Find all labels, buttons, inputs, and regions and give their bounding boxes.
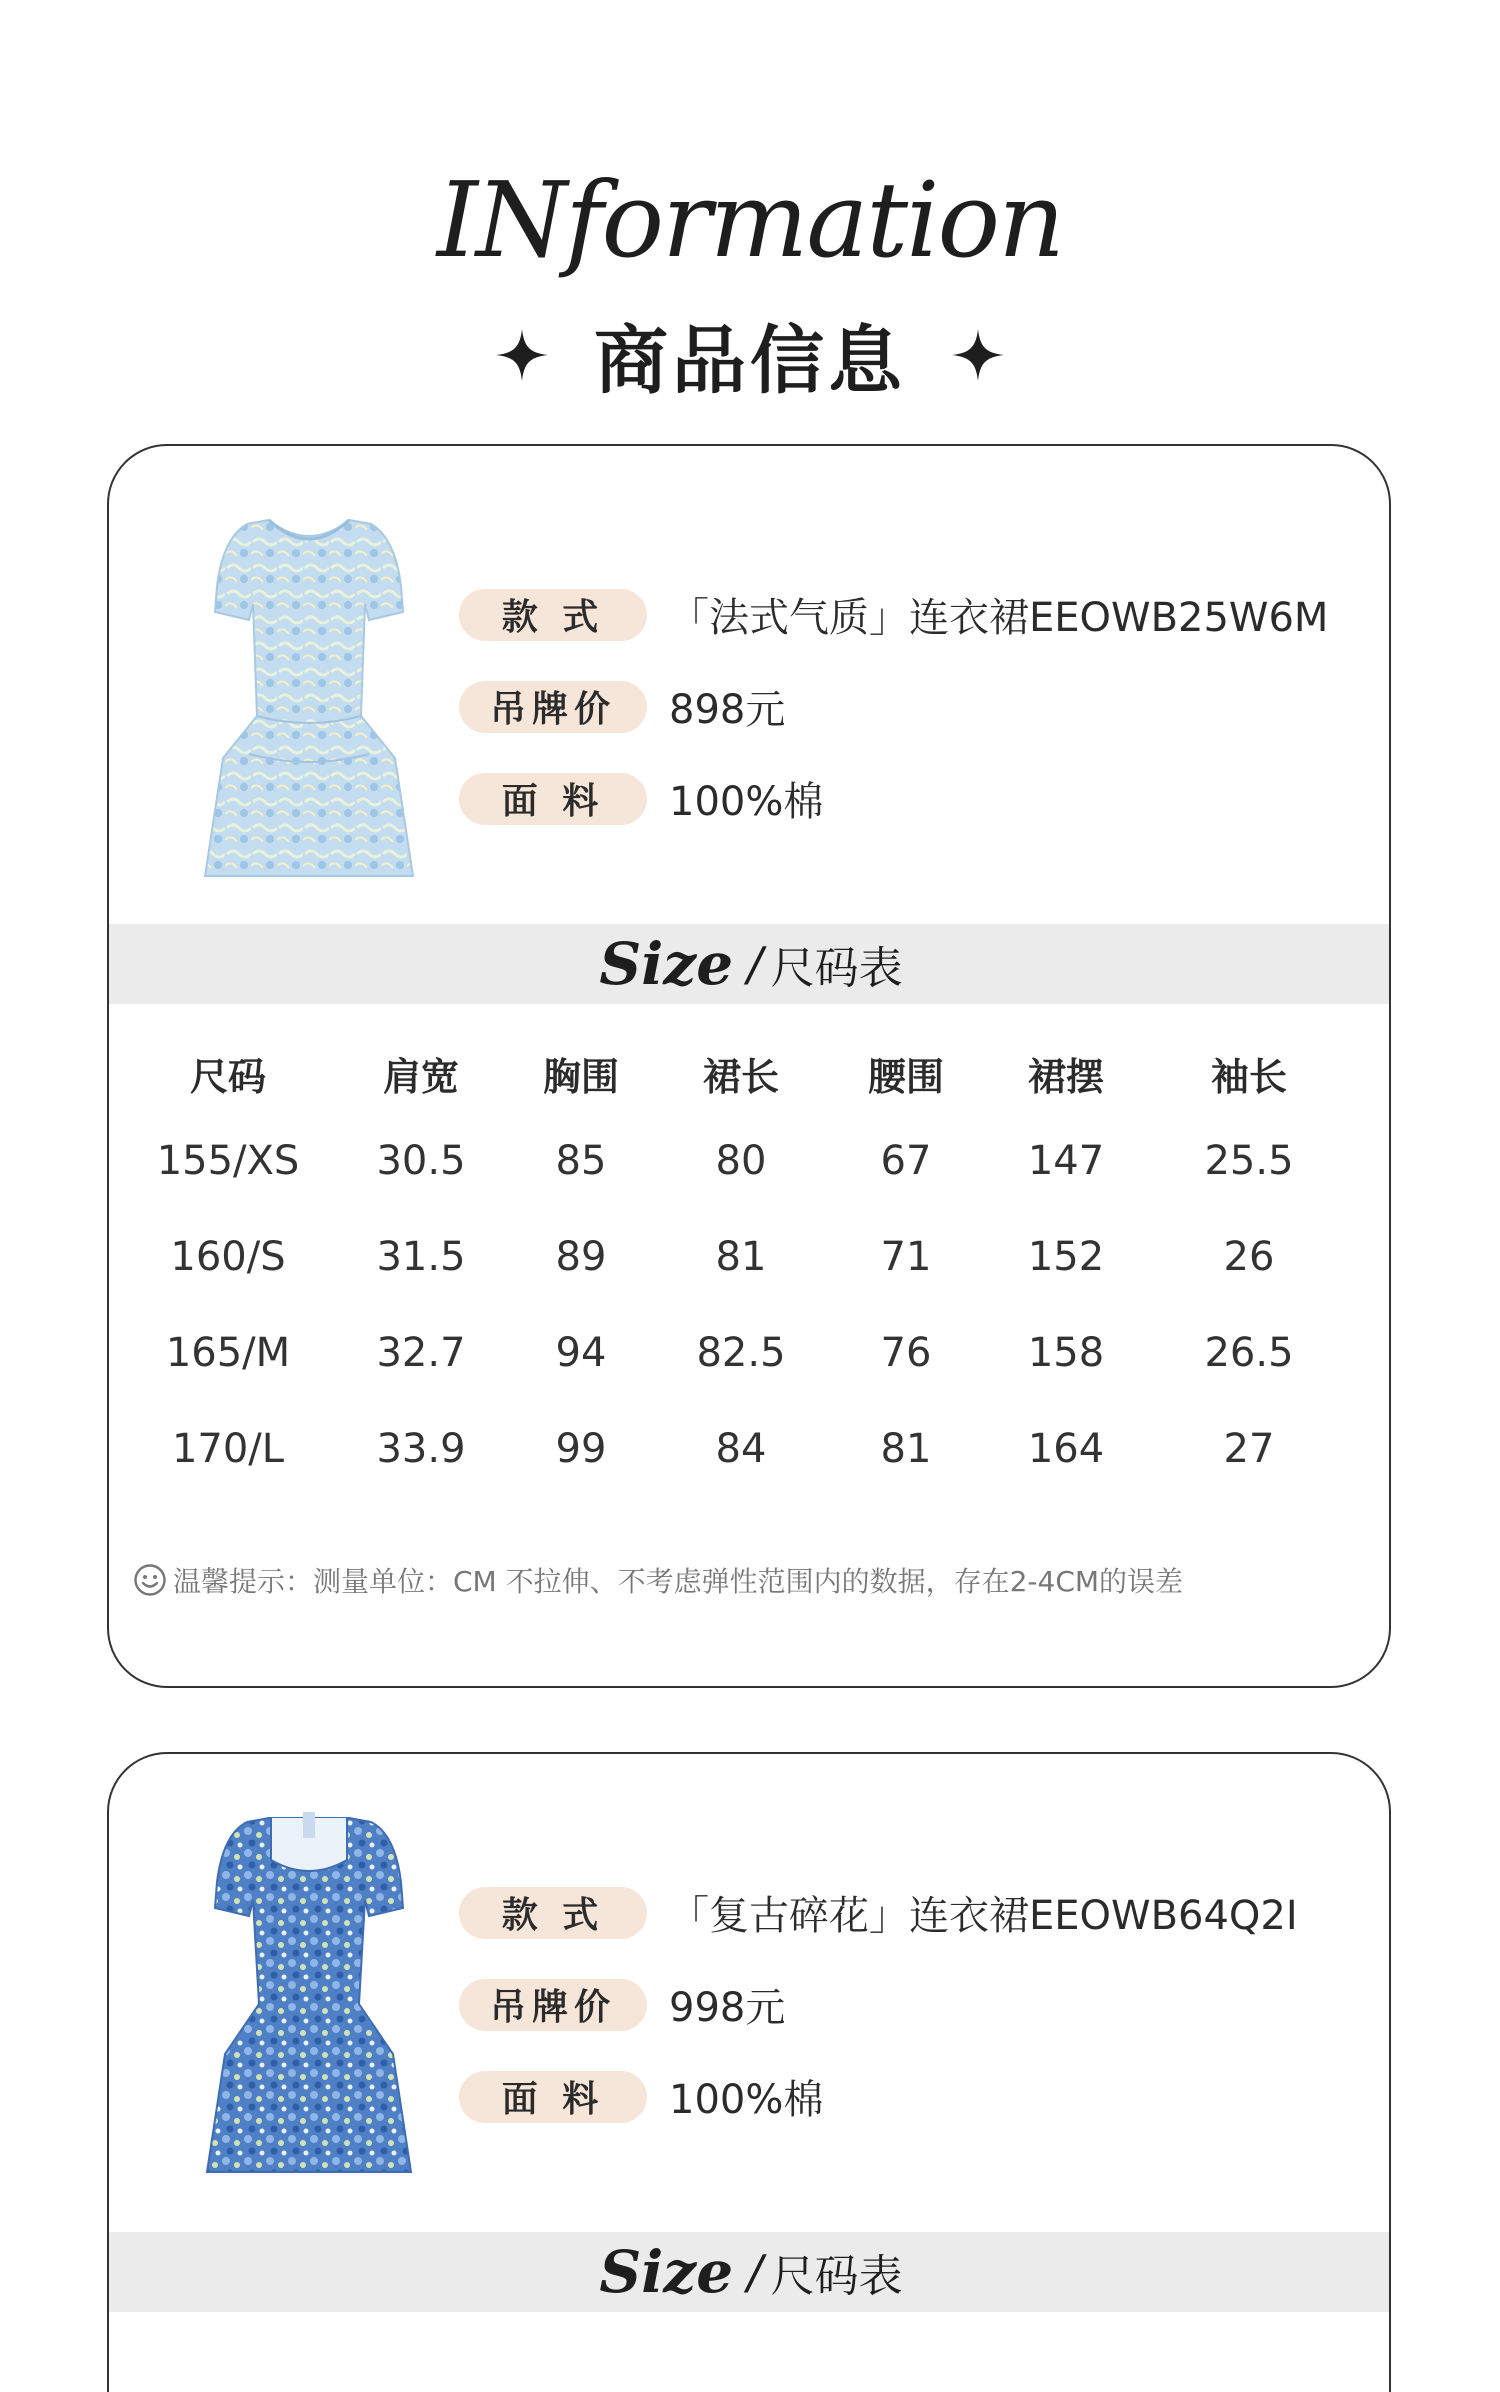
dress-image [199,1804,419,2184]
size-title-en: Size [599,930,734,998]
size-chart-banner [109,924,1391,1004]
table-cell: 26 [1223,1234,1275,1280]
header-cell: 尺码 [189,1055,267,1099]
table-cell: 80 [715,1138,767,1184]
table-cell: 26.5 [1204,1330,1294,1376]
info-row-fabric [459,770,823,827]
header-cell: 胸围 [542,1055,620,1099]
fabric-label: 面 料 [459,773,647,825]
table-cell: 147 [1027,1138,1105,1184]
table-cell: 85 [555,1138,607,1184]
table-cell: 94 [555,1330,607,1376]
table-cell: 33.9 [376,1426,466,1472]
info-row-style [459,586,1328,643]
price-label: 吊牌价 [459,681,647,733]
table-cell: 81 [880,1426,932,1472]
info-row-price [459,678,785,735]
style-value: 「法式气质」连衣裙EEOWB25W6M [669,595,1329,641]
dress-image [199,508,419,888]
table-cell: 99 [555,1426,607,1472]
table-cell: 164 [1027,1426,1105,1472]
table-cell: 170/L [171,1426,285,1472]
info-row-price [459,1976,785,2033]
table-row [109,1138,1391,1198]
price-value: 998元 [669,1985,786,2031]
table-cell: 31.5 [376,1234,466,1280]
fabric-value: 100%棉 [669,779,824,825]
table-cell: 27 [1223,1426,1275,1472]
size-title-en: Size [599,2238,734,2306]
table-cell: 89 [555,1234,607,1280]
size-title-zh: 尺码表 [770,2251,903,2302]
table-cell: 82.5 [696,1330,786,1376]
table-cell: 30.5 [376,1138,466,1184]
table-cell: 71 [880,1234,932,1280]
header-cell: 裙长 [702,1055,780,1099]
page-title-zh-row [0,302,1500,408]
info-row-fabric [459,2068,823,2125]
price-value: 898元 [669,687,786,733]
size-title-sep: / [747,937,763,991]
table-cell: 152 [1027,1234,1105,1280]
header-cell: 袖长 [1210,1055,1288,1099]
size-chart-banner [109,2232,1391,2312]
smile-icon [133,1563,167,1597]
size-title-zh: 尺码表 [770,943,903,994]
table-row [109,1330,1391,1390]
table-cell: 76 [880,1330,932,1376]
header-cell: 裙摆 [1027,1055,1105,1099]
sparkle-icon [950,327,1006,383]
product-card [107,444,1391,1688]
size-title-sep: / [747,2245,763,2299]
price-label: 吊牌价 [459,1979,647,2031]
table-cell: 158 [1027,1330,1105,1376]
style-label: 款 式 [459,589,647,641]
table-cell: 160/S [170,1234,286,1280]
sparkle-icon [494,327,550,383]
table-row [109,1234,1391,1294]
header-cell: 腰围 [867,1055,945,1099]
info-row-style [459,1884,1298,1941]
size-table-header [109,1046,1391,1106]
table-row [109,1426,1391,1486]
table-cell: 165/M [165,1330,291,1376]
style-label: 款 式 [459,1887,647,1939]
fabric-label: 面 料 [459,2071,647,2123]
table-cell: 32.7 [376,1330,466,1376]
page-title-en: INformation [436,159,1064,281]
table-cell: 25.5 [1204,1138,1294,1184]
note-text: 温馨提示：测量单位：CM 不拉伸、不考虑弹性范围内的数据，存在2-4CM的误差 [173,1565,1184,1598]
table-cell: 155/XS [156,1138,300,1184]
table-cell: 67 [880,1138,932,1184]
page-title-zh: 商品信息 [594,318,906,404]
fabric-value: 100%棉 [669,2077,824,2123]
style-value: 「复古碎花」连衣裙EEOWB64Q2I [669,1893,1298,1939]
table-cell: 81 [715,1234,767,1280]
measurement-note [133,1560,1369,1600]
header-cell: 肩宽 [382,1055,460,1099]
product-card [107,1752,1391,2392]
table-cell: 84 [715,1426,767,1472]
